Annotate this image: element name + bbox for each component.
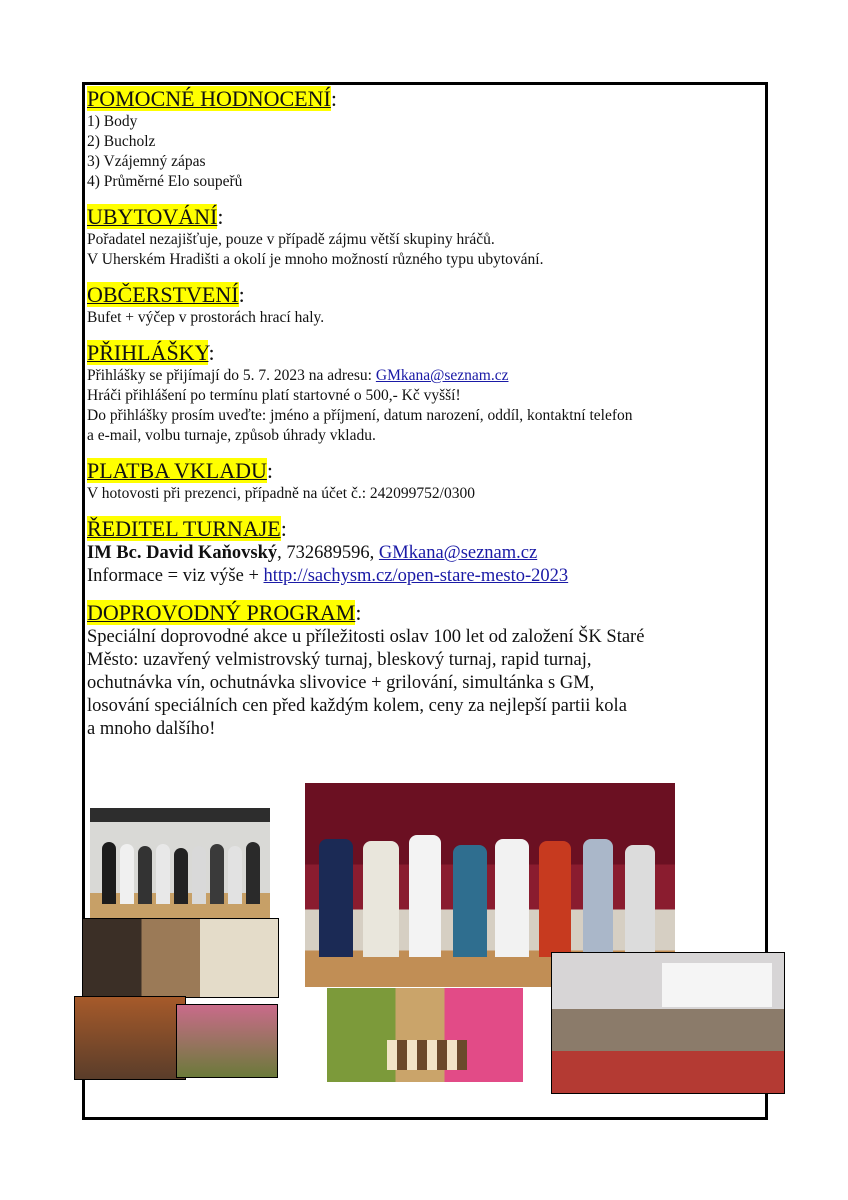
document-content [87,86,761,741]
paragraph-line: Hráči přihlášení po termínu platí startovné o 500,- Kč vyšší! [87,387,461,404]
paragraph-line: Bufet + výčep v prostorách hrací haly. [87,309,325,326]
section-heading: PLATBA VKLADU: [87,458,274,483]
list-item: 1) Body [87,113,138,130]
section-heading: DOPROVODNÝ PROGRAM: [87,600,362,625]
director-name: IM Bc. David Kaňovský [87,543,278,563]
paragraph-line: V hotovosti při prezenci, případně na účet č.: 242099752/0300 [87,485,475,502]
section-heading: UBYTOVÁNÍ: [87,204,224,229]
group-photo-1 [90,808,270,926]
info-line: Informace = viz výše + http://sachysm.cz/open-stare-mesto-2023 [87,566,569,586]
section-heading: ŘEDITEL TURNAJE: [87,516,287,541]
section-ubytovani [87,204,761,270]
section-program [87,600,761,741]
section-heading: PŘIHLÁŠKY: [87,340,215,365]
paragraph-line: Do přihlášky prosím uveďte: jméno a příjmení, datum narození, oddíl, kontaktní telefon [87,407,633,424]
director-line: IM Bc. David Kaňovský, 732689596, GMkana@seznam.cz [87,543,538,563]
photo-children-1 [74,996,186,1080]
paragraph-line: Speciální doprovodné akce u příležitosti oslav 100 let od založení ŠK Staré [87,627,645,647]
list-item: 2) Bucholz [87,133,156,150]
paragraph-line: Přihlášky se přijímají do 5. 7. 2023 na adresu: GMkana@seznam.cz [87,367,509,384]
paragraph-line: ochutnávka vín, ochutnávka slivovice + grilování, simultánka s GM, [87,673,595,693]
list-item: 3) Vzájemný zápas [87,153,206,170]
url-link[interactable]: http://sachysm.cz/open-stare-mesto-2023 [263,566,569,586]
paragraph-line: Pořadatel nezajišťuje, pouze v případě zájmu větší skupiny hráčů. [87,231,495,248]
section-pomocne [87,86,761,192]
photo-children-2 [176,1004,278,1078]
section-platba [87,458,761,504]
paragraph-line: a e-mail, volbu turnaje, způsob úhrady vkladu. [87,427,376,444]
paragraph-line: V Uherském Hradišti a okolí je mnoho možností různého typu ubytování. [87,251,544,268]
paragraph-line: Město: uzavřený velmistrovský turnaj, bleskový turnaj, rapid turnaj, [87,650,592,670]
section-heading: OBČERSTVENÍ: [87,282,245,307]
photo-chess-game [327,988,523,1082]
photo-tournament-hall [551,952,785,1094]
paragraph-line: a mnoho dalšího! [87,719,216,739]
section-prihlasky [87,340,761,446]
section-heading: POMOCNÉ HODNOCENÍ: [87,86,337,111]
list-item: 4) Průměrné Elo soupeřů [87,173,243,190]
section-reditel [87,516,761,588]
section-obcerstveni [87,282,761,328]
photo-restaurant [82,918,279,998]
paragraph-line: losování speciálních cen před každým kolem, ceny za nejlepší partii kola [87,696,627,716]
email-link[interactable]: GMkana@seznam.cz [378,543,538,563]
email-link[interactable]: GMkana@seznam.cz [375,367,509,384]
